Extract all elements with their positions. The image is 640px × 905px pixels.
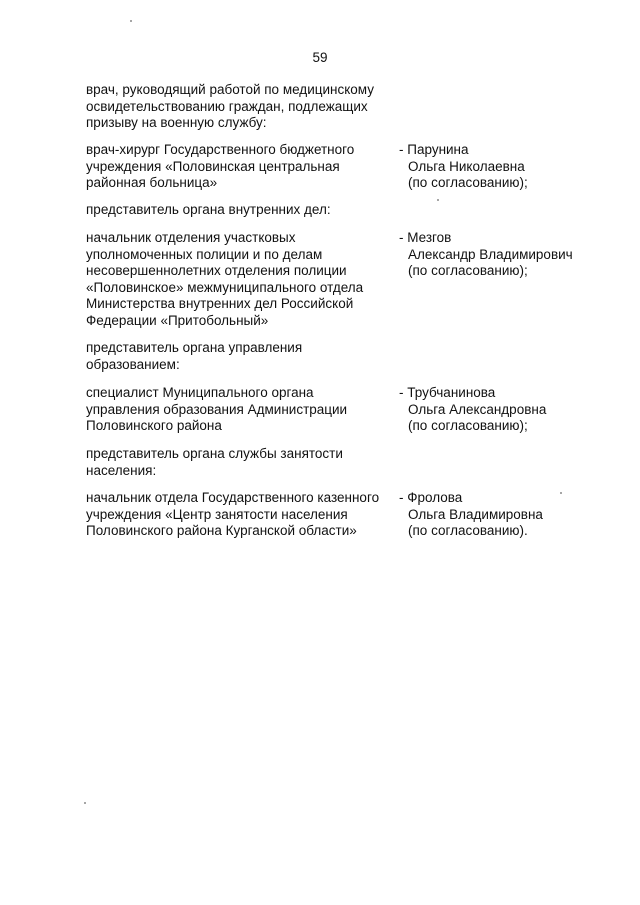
text-line: учреждения «Центр занятости населения xyxy=(86,506,348,522)
position-description-surgeon xyxy=(86,142,354,192)
person-entry-parunina xyxy=(399,142,528,192)
scan-speck xyxy=(437,199,439,201)
position-description-police xyxy=(86,230,363,329)
approval-note: (по согласованию); xyxy=(408,263,528,278)
text-line: несовершеннолетних отделения полиции xyxy=(86,263,347,278)
text-line: населения: xyxy=(86,462,157,478)
section-heading-police xyxy=(86,202,331,219)
position-description-employment xyxy=(86,490,379,540)
person-entry-frolova xyxy=(399,490,543,540)
text-line: Половинского района Курганской области» xyxy=(86,523,357,538)
scan-speck xyxy=(560,492,562,494)
text-line: начальник отделения участковых xyxy=(86,230,296,245)
page-number: 59 xyxy=(312,50,328,65)
person-entry-mezgov xyxy=(399,230,573,280)
text-line: освидетельствованию граждан, подлежащих xyxy=(86,98,368,114)
text-line: районная больница» xyxy=(86,175,218,190)
section-heading-employment xyxy=(86,446,343,479)
section-heading-education xyxy=(86,340,302,373)
approval-note: (по согласованию); xyxy=(408,175,528,190)
text-line: представитель органа службы занятости xyxy=(86,446,343,461)
section-heading-medical xyxy=(86,82,374,132)
text-line: специалист Муниципального органа xyxy=(86,385,314,400)
text-line: начальник отдела Государственного казенного xyxy=(86,490,380,505)
text-line: управления образования Администрации xyxy=(86,401,348,417)
person-name-line: Ольга Александровна xyxy=(408,401,547,417)
person-entry-trubchaninova xyxy=(399,385,546,435)
text-line: Федерации «Притобольный» xyxy=(86,312,269,328)
text-line: «Половинское» межмуниципального отдела xyxy=(86,279,364,295)
text-line: Половинского района xyxy=(86,418,222,433)
text-line: представитель органа управления xyxy=(86,340,303,355)
person-name-line: - Мезгов xyxy=(399,230,452,245)
approval-note: (по согласованию); xyxy=(408,418,528,433)
approval-note: (по согласованию). xyxy=(408,523,528,538)
text-line: представитель органа внутренних дел: xyxy=(86,202,331,217)
text-line: уполномоченных полиции и по делам xyxy=(86,246,323,262)
text-line: образованием: xyxy=(86,356,180,372)
text-line: врач, руководящий работой по медицинскому xyxy=(86,82,374,97)
text-line: призыву на военную службу: xyxy=(86,115,267,130)
scan-speck xyxy=(84,802,86,804)
scan-speck xyxy=(130,20,132,22)
text-line: врач-хирург Государственного бюджетного xyxy=(86,142,355,157)
text-line: Министерства внутренних дел Российской xyxy=(86,296,354,311)
person-name-line: - Парунина xyxy=(399,142,469,157)
person-name-line: - Фролова xyxy=(399,490,463,505)
person-name-line: Ольга Владимировна xyxy=(408,506,543,522)
text-line: учреждения «Половинская центральная xyxy=(86,158,340,174)
person-name-line: Александр Владимирович xyxy=(408,246,573,262)
person-name-line: Ольга Николаевна xyxy=(408,158,525,174)
person-name-line: - Трубчанинова xyxy=(399,385,496,400)
position-description-education xyxy=(86,385,347,435)
